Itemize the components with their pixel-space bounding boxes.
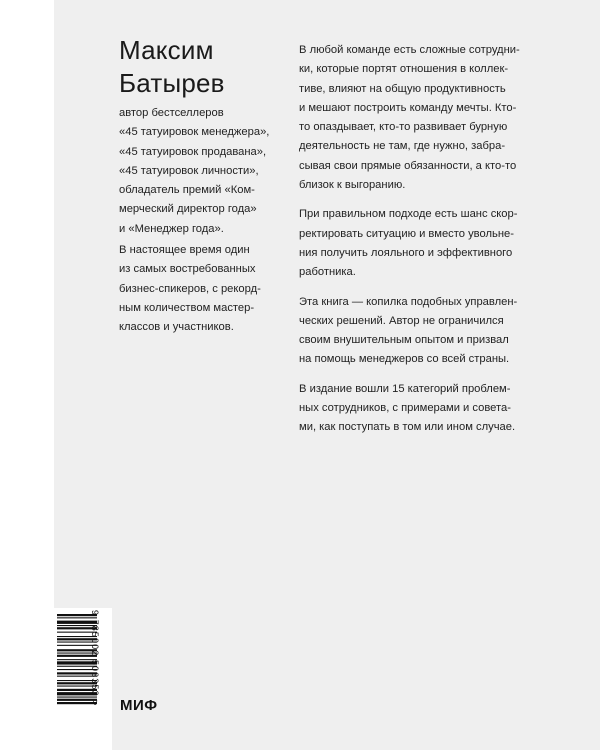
- description-line: ми, как поступать в том или ином случае.: [299, 421, 516, 434]
- author-first-name: Максим: [119, 35, 214, 65]
- bio-line: обладатель премий «Ком-: [119, 184, 255, 197]
- description-line: близок к выгоранию.: [299, 179, 406, 192]
- description-line: При правильном подходе есть шанс скор-: [299, 208, 518, 221]
- bio-line: бизнес-спикеров, с рекорд-: [119, 282, 261, 295]
- description-line: В любой команде есть сложные сотрудни-: [299, 44, 520, 56]
- description-paragraph: [299, 41, 539, 195]
- description-line: В издание вошли 15 категорий проблем-: [299, 382, 511, 395]
- bio-paragraph-awards: [119, 104, 279, 239]
- description-line: Эта книга — копилка подобных управлен-: [299, 295, 518, 308]
- description-line: своим внушительным опытом и призвал: [299, 334, 509, 347]
- publisher-logo: МИФ: [120, 697, 158, 714]
- description-line: ректировать ситуацию и вместо увольне-: [299, 227, 514, 240]
- bio-line: ным количеством мастер-: [119, 301, 255, 314]
- bio-line: «45 татуировок продавана»,: [119, 145, 267, 158]
- bio-line: классов и участников.: [119, 321, 234, 334]
- description-line: тиве, влияют на общую продуктивность: [299, 82, 506, 95]
- description-line: деятельность не там, где нужно, забра-: [299, 140, 506, 153]
- isbn-barcode: [54, 608, 112, 750]
- bio-line: мерческий директор года»: [119, 203, 257, 216]
- barcode-bars-icon: [54, 608, 112, 750]
- bio-line: и «Менеджер года».: [119, 222, 224, 235]
- description-paragraph: [299, 380, 539, 438]
- isbn-digits: 9 785002 503353 >: [90, 610, 100, 707]
- description-line: ки, которые портят отношения в коллек-: [299, 63, 509, 76]
- description-paragraph: [299, 205, 539, 282]
- description-line: на помощь менеджеров со всей страны.: [299, 353, 510, 366]
- bio-line: В настоящее время один: [119, 244, 250, 257]
- description-line: то опаздывает, кто-то развивает бурную: [299, 121, 508, 134]
- bio-line: «45 татуировок личности»,: [119, 164, 259, 177]
- bio-line: автор бестселлеров: [119, 107, 224, 119]
- description-line: и мешают построить команду мечты. Кто-: [299, 101, 517, 114]
- bio-paragraph-current: [119, 241, 279, 337]
- description-line: ческих решений. Автор не ограничился: [299, 314, 504, 327]
- description-line: ных сотрудников, с примерами и совета-: [299, 402, 511, 415]
- author-name: [119, 34, 279, 100]
- bio-line: «45 татуировок менеджера»,: [119, 126, 270, 139]
- bio-line: из самых востребованных: [119, 263, 256, 276]
- description-line: ния получить лояльного и эффективного: [299, 246, 513, 259]
- book-description: [299, 41, 539, 448]
- description-paragraph: [299, 293, 539, 370]
- description-line: сывая свои прямые обязанности, а кто-то: [299, 159, 517, 172]
- description-line: работника.: [299, 266, 356, 279]
- author-bio: [119, 104, 279, 338]
- author-last-name: Батырев: [119, 68, 225, 98]
